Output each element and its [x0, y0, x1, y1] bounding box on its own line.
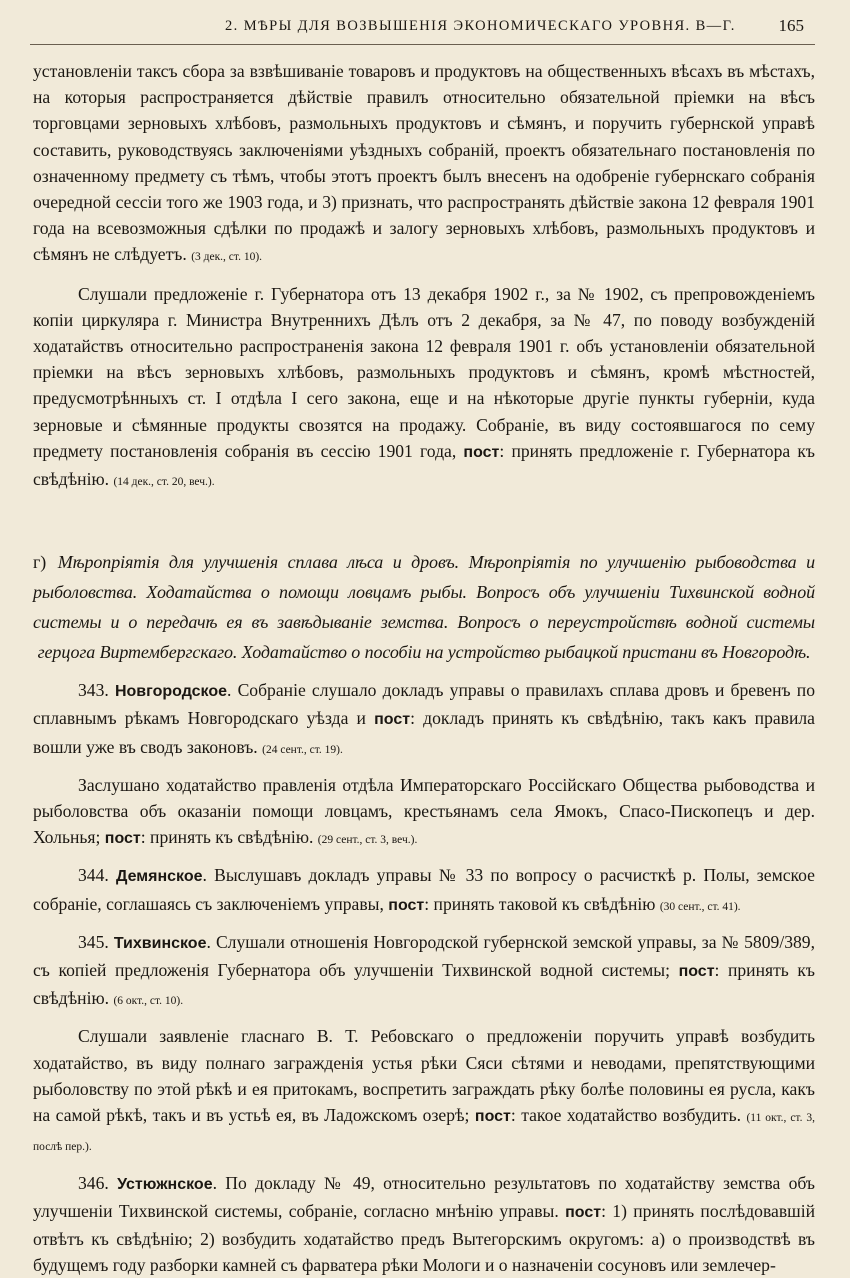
- running-header: [0, 18, 850, 42]
- paragraph-continued: [33, 58, 815, 271]
- reference: (30 сент., ст. 41).: [660, 901, 741, 913]
- paragraph: [33, 281, 815, 496]
- section-heading: [33, 547, 815, 667]
- page-number: 165: [779, 16, 805, 36]
- paragraph-text: . Выслушавъ докладъ управы № 33 по вопросу о расчисткѣ р. Полы, земское собраніе, соглашаясь съ заключеніемъ управы,: [33, 865, 815, 913]
- entry-number: 344.: [78, 865, 109, 885]
- header-title: 2. МѢРЫ ДЛЯ ВОЗВЫШЕНІЯ ЭКОНОМИЧЕСКАГО УРОВНЯ. В—Г.: [225, 18, 736, 35]
- reference: (14 дек., ст. 20, веч.).: [113, 476, 214, 488]
- paragraph-text: Слушали предложеніе г. Губернатора отъ 13 декабря 1902 г., за № 1902, съ препровожденіемъ копіи циркуляра г. Министра Внутреннихъ Дѣлъ отъ 2 декабря, за № 47, по поводу возбужденій ходатайствъ относительно распространенія закона 12 февраля 1901 г. объ установленіи обязательной пріемки на вѣсъ зерновыхъ хлѣбовъ, размольныхъ продуктовъ и сѣмянъ, кромѣ мѣстностей, предусмотрѣнныхъ ст. I отдѣла I сего закона, еще и на нѣкоторые другіе пункты губерніи, куда зерновые и сѣмянные продукты свозятся на продажу. Собраніе, въ виду состоявшагося по сему предмету постановленія собранія въ сессію 1901 года,: [33, 284, 815, 461]
- paragraph-text: . По докладу № 49, относительно результатовъ по ходатайству земства объ улучшеніи Тихвинской системы, собраніе, согласно мнѣнію управы.: [33, 1173, 815, 1221]
- resolution-keyword: пост: [565, 1204, 601, 1221]
- resolution-keyword: пост: [475, 1108, 511, 1125]
- paragraph-text: : 1) принять послѣдовавшій отвѣтъ къ свѣдѣнію; 2) возбудить ходатайство предъ Вытегорскимъ округомъ: а) о производствѣ въ будущемъ году разборки камней съ фарватера рѣки Мологи и о назначеніи сосуновъ или землечер-: [33, 1201, 815, 1275]
- resolution-keyword: пост: [105, 830, 141, 847]
- entry-number: 345.: [78, 932, 109, 952]
- entry-343-continued: [33, 772, 815, 854]
- entry-346: [33, 1170, 815, 1278]
- entry-344: [33, 862, 815, 919]
- entry-345-continued: [33, 1023, 815, 1160]
- entry-name: Тихвинское: [114, 935, 207, 952]
- section-title: Мѣропріятія для улучшенія сплава лѣса и дровъ. Мѣропріятія по улучшенію рыбоводства и рыболовства. Ходатайства о помощи ловцамъ рыбы. Вопросъ объ улучшеніи Тихвинской водной системы и о передачѣ ея въ завѣдываніе земства. Вопросъ о переустройствѣ водной системы герцога Виртембергскаго. Ходатайство о пособіи на устройство рыбацкой пристани въ Новгородѣ.: [33, 552, 815, 662]
- paragraph-text: установленіи таксъ сбора за взвѣшиваніе товаровъ и продуктовъ на общественныхъ вѣсахъ въ мѣстахъ, на которыя распространяется дѣйствіе правилъ относительно обязательной пріемки на вѣсъ торговцами зерновыхъ хлѣбовъ, размольныхъ продуктовъ и сѣмянъ, и поручить губернской управѣ составить, руководствуясь заключеніями уѣздныхъ собраній, проектъ обязательнаго постановленія по означенному предмету съ тѣмъ, чтобы этотъ проектъ былъ внесенъ на одобреніе губернскаго собранія очередной сессіи того же 1903 года, и 3) признать, что распространять дѣйствіе закона 12 февраля 1901 года на всевозможныя сдѣлки по продажѣ и залогу зерновыхъ хлѣбовъ, размольныхъ продуктовъ и сѣмянъ не слѣдуетъ.: [33, 61, 815, 264]
- paragraph-text: Заслушано ходатайство правленія отдѣла Императорскаго Россійскаго Общества рыбоводства и рыболовства объ оказаніи помощи ловцамъ, крестьянамъ села Ямокъ, Спасо-Пископецъ и дер. Хольнья;: [33, 775, 815, 847]
- paragraph-text: : такое ходатайство возбудить.: [511, 1105, 741, 1125]
- paragraph-text: Слушали заявленіе гласнаго В. Т. Ребовскаго о предложеніи поручить управѣ возбудить ходатайство, въ виду полнаго загражденія устья рѣки Сяси сѣтями и неводами, препятствующими рыболовству по этой рѣкѣ и ея притокамъ, воспретить заграждать рѣку болѣе половины ея русла, какъ на самой рѣкѣ, такъ и въ устьѣ ея, въ Ладожскомъ озерѣ;: [33, 1026, 815, 1125]
- paragraph-text: : принять таковой къ свѣдѣнію: [424, 894, 655, 914]
- reference: (24 сент., ст. 19).: [262, 744, 343, 756]
- entry-343: [33, 677, 815, 763]
- entry-name: Новгородское: [115, 683, 227, 700]
- paragraph-text: : принять къ свѣдѣнію.: [141, 827, 314, 847]
- resolution-keyword: пост: [388, 897, 424, 914]
- paragraph-text: : принять предложеніе г. Губернатора къ свѣдѣнію.: [33, 441, 815, 489]
- entry-number: 346.: [78, 1173, 109, 1193]
- header-rule: [30, 44, 815, 45]
- entry-name: Демянское: [116, 868, 202, 885]
- paragraph-text: . Слушали отношенія Новгородской губернской земской управы, за № 5809/389, съ копіей предложенія Губернатора объ улучшеніи Тихвинской водной системы;: [33, 932, 815, 980]
- page-body: [33, 58, 815, 1278]
- section-letter: г): [33, 552, 46, 572]
- entry-number: 343.: [78, 680, 109, 700]
- resolution-keyword: пост: [374, 711, 410, 728]
- paragraph-text: . Собраніе слушало докладъ управы о правилахъ сплава дровъ и бревенъ по сплавнымъ рѣкамъ Новгородскаго уѣзда и: [33, 680, 815, 728]
- paragraph-text: : докладъ принять къ свѣдѣнію, такъ какъ правила вошли уже въ сводъ законовъ.: [33, 708, 815, 756]
- resolution-keyword: пост: [679, 963, 715, 980]
- reference: (3 дек., ст. 10).: [191, 251, 262, 263]
- paragraph-text: : принять къ свѣдѣнію.: [33, 960, 815, 1008]
- reference: (11 окт., ст. 3, послѣ пер.).: [33, 1112, 815, 1153]
- reference: (6 окт., ст. 10).: [113, 995, 183, 1007]
- entry-name: Устюжнское: [117, 1176, 213, 1193]
- reference: (29 сент., ст. 3, веч.).: [318, 834, 418, 846]
- resolution-keyword: пост: [463, 444, 499, 461]
- entry-345: [33, 929, 815, 1015]
